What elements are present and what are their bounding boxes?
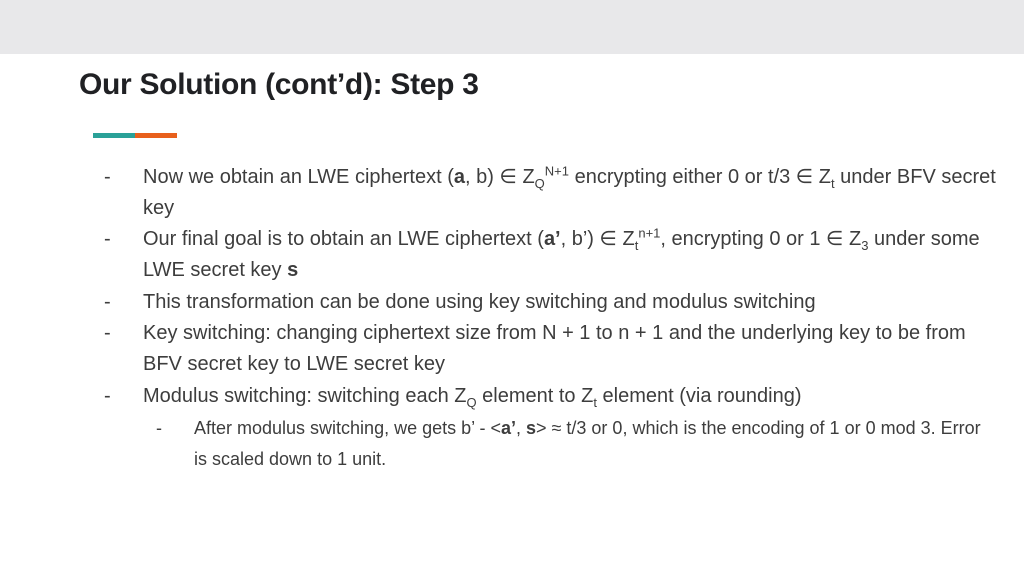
bold-text: s: [526, 418, 537, 438]
subscript-text: Q: [534, 176, 545, 191]
subscript-text: Q: [466, 395, 477, 410]
superscript-text: N+1: [544, 163, 570, 179]
text-span: , b) ∈ Z: [465, 166, 535, 188]
bullet-dash: -: [104, 291, 111, 313]
text-span: Modulus switching: switching each Z: [143, 385, 467, 407]
bullet-text: [143, 381, 1003, 412]
top-band: [0, 0, 1024, 54]
text-span: > ≈ t/3 or 0, which is the encoding of 1 or 0 mod 3. Error is scaled down to 1 unit.: [194, 418, 981, 469]
bullet-dash: -: [104, 166, 111, 188]
bold-text: a: [453, 166, 466, 188]
bullet-text: [143, 318, 1003, 380]
bullet-dash: -: [104, 322, 111, 344]
subscript-text: t: [634, 238, 639, 253]
bold-text: s: [287, 259, 299, 281]
subscript-text: t: [831, 176, 835, 191]
text-span: under some LWE secret key: [143, 228, 980, 281]
text-span: After modulus switching, we gets b’ - <: [194, 418, 501, 438]
text-span: element to Z: [476, 385, 594, 407]
bullet-text: [143, 287, 1003, 318]
text-span: Key switching: changing ciphertext size from N + 1 to n + 1 and the underlying key to be from BFV secret key to LWE secret key: [143, 322, 966, 375]
text-span: Now we obtain an LWE ciphertext (: [143, 166, 454, 188]
superscript-text: n+1: [638, 225, 661, 241]
bullet-dash: -: [104, 385, 111, 407]
text-span: This transformation can be done using key switching and modulus switching: [143, 291, 816, 313]
subscript-text: t: [593, 395, 597, 410]
text-span: under BFV secret key: [143, 166, 996, 219]
text-span: , b’) ∈ Z: [560, 228, 635, 250]
bullet-text: [143, 162, 1003, 224]
bold-text: a’: [500, 418, 516, 438]
bullet-dash: -: [104, 228, 111, 250]
text-span: , encrypting 0 or 1 ∈ Z: [660, 228, 862, 250]
bullet-text: [143, 224, 1003, 286]
subscript-text: 3: [861, 238, 869, 253]
text-span: encrypting either 0 or t/3 ∈ Z: [569, 166, 831, 188]
bold-text: a’: [543, 228, 561, 250]
bullet-dash: -: [156, 418, 162, 438]
bullet-text: [194, 413, 984, 475]
text-span: element (via rounding): [596, 385, 802, 407]
text-span: ,: [515, 418, 526, 438]
accent-bar-orange: [135, 133, 177, 138]
accent-bar-teal: [93, 133, 135, 138]
text-span: Our final goal is to obtain an LWE ciphertext (: [143, 228, 544, 250]
slide-title: Our Solution (cont’d): Step 3: [79, 68, 479, 101]
